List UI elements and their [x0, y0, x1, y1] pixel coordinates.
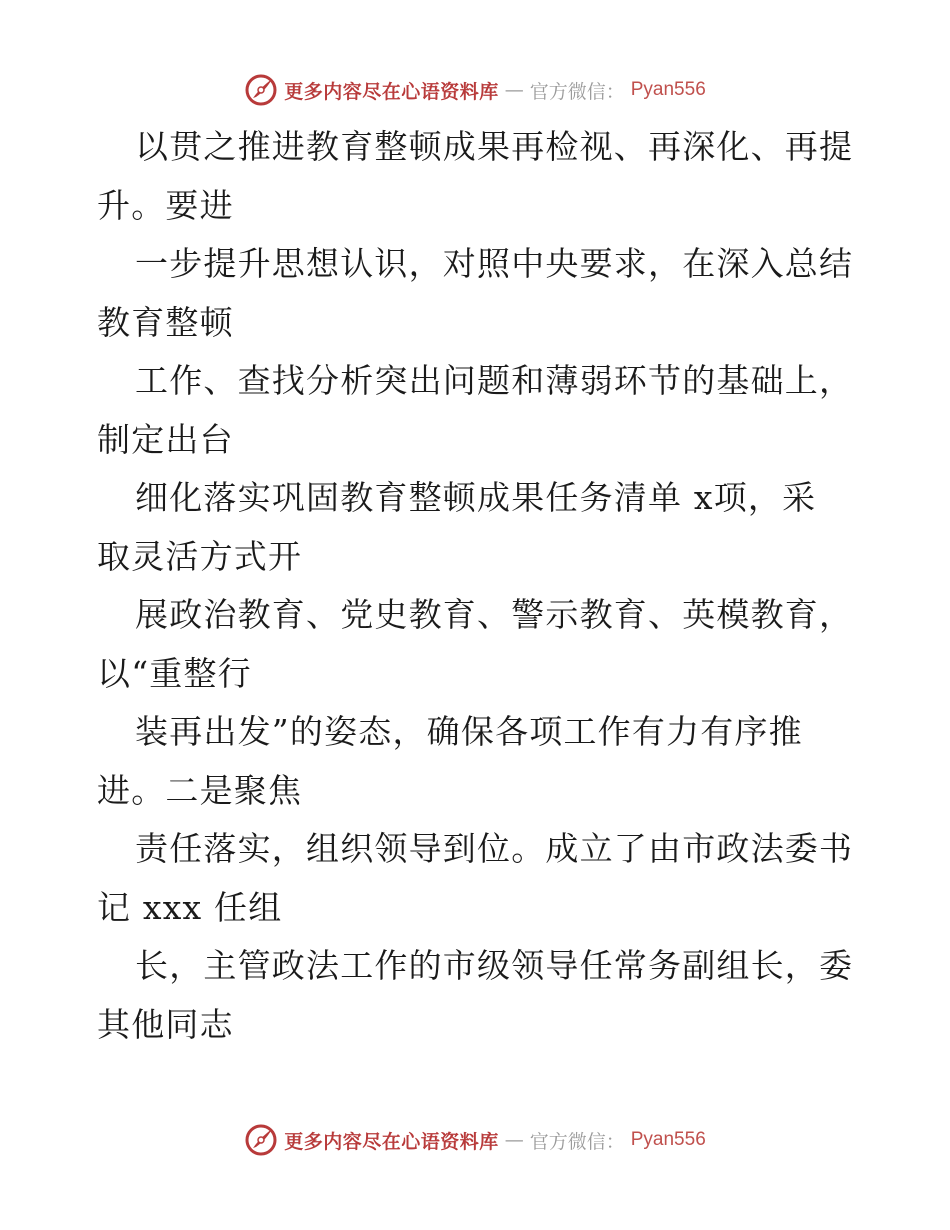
watermark-separator: — — [504, 1129, 524, 1151]
watermark-brand-text: 更多内容尽在心语资料库 — [284, 1130, 499, 1153]
body-line: 其他同志 — [97, 1004, 234, 1044]
body-line: 升。要进 — [97, 185, 234, 225]
body-line: 以“重整行 — [97, 653, 252, 693]
body-line: 长，主管政法工作的市级领导任常务副组长，委 — [135, 946, 854, 985]
watermark-brand-text: 更多内容尽在心语资料库 — [284, 80, 499, 103]
body-line: 以贯之推进教育整顿成果再检视、再深化、再提 — [135, 127, 854, 166]
quill-logo-icon — [244, 73, 278, 107]
body-line: 取灵活方式开 — [97, 536, 303, 576]
watermark-contact-label: 官方微信： — [529, 1130, 625, 1153]
body-line: 展政治教育、党史教育、警示教育、英模教育， — [135, 595, 854, 634]
header-watermark — [0, 70, 950, 110]
body-line: 进。二是聚焦 — [97, 770, 303, 810]
body-line: 装再出发”的姿态，确保各项工作有力有序推 — [135, 712, 803, 751]
body-line: 细化落实巩固教育整顿成果任务清单 x项，采 — [135, 478, 817, 517]
watermark-contact-label: 官方微信： — [529, 80, 625, 103]
watermark-contact-id: Pyan556 — [630, 79, 706, 100]
footer-watermark — [0, 1120, 950, 1160]
body-line: 制定出台 — [97, 419, 234, 459]
watermark-separator: — — [504, 79, 524, 101]
watermark-contact-id: Pyan556 — [630, 1129, 706, 1150]
document-body — [97, 118, 857, 1054]
body-line: 工作、查找分析突出问题和薄弱环节的基础上， — [135, 361, 854, 400]
body-line: 责任落实，组织领导到位。成立了由市政法委书 — [135, 829, 854, 868]
body-line: 一步提升思想认识，对照中央要求，在深入总结 — [135, 244, 854, 283]
body-line: 记 xxx 任组 — [97, 887, 283, 927]
quill-logo-icon — [244, 1123, 278, 1157]
body-line: 教育整顿 — [97, 302, 234, 342]
